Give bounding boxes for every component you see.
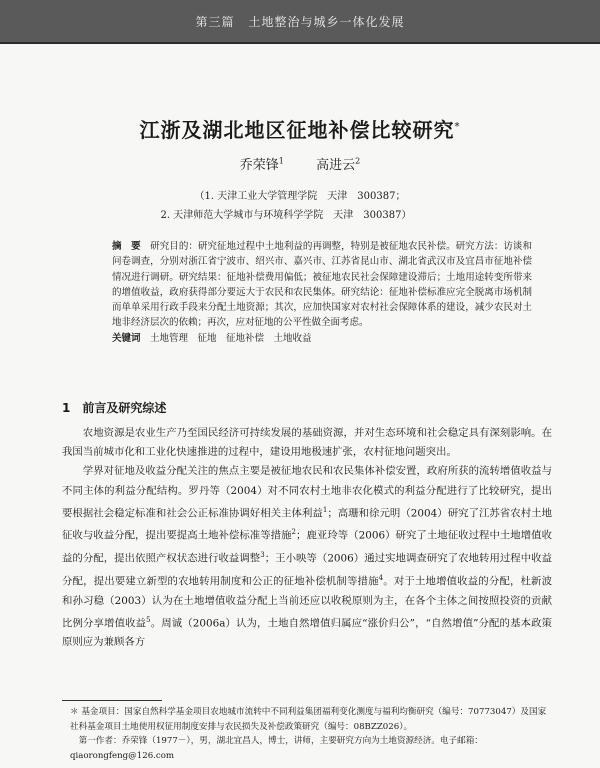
citation-ref: 2 [291, 528, 297, 537]
title-footnote-mark: * [454, 121, 461, 133]
affiliation-1: （1. 天津工业大学管理学院 天津 300387； [194, 191, 406, 202]
citation-ref: 1 [322, 505, 328, 514]
section-title: 前言及研究综述 [82, 401, 167, 415]
author-line [0, 154, 600, 173]
header-chapter: 第三篇 [195, 14, 235, 29]
abstract-text: 研究目的：研究征地过程中土地利益的再调整，特别是被征地农民补偿。研究方法：访谈和问卷调查，分别对浙江省宁波市、绍兴市、嘉兴市、江苏省昆山市、湖北省武汉市及宜昌市征地补偿情况进行调研。研究结果：征地补偿费用偏低；被征地农民社会保障建设滞后；土地用途转变所带来的增值收益，政府获得部分要远大于农民和农民集体。研究结论：征地补偿标准应完全脱离市场机制而单单采用行政手段来分配土地资源；其次，应加快国家对农村社会保障体系的建设，减少农民对土地非经济层次的依赖；再次，应对征地的公平性做全面考虑。 [112, 241, 532, 329]
section-heading [62, 399, 166, 416]
abstract-label: 摘 要 [112, 241, 141, 252]
author-name: 高进云 [316, 158, 356, 173]
section-number: 1 [62, 401, 71, 415]
keywords: 土地管理 征地 征地补偿 土地收益 [150, 332, 312, 344]
header-section: 土地整治与城乡一体化发展 [248, 14, 405, 29]
author-name: 乔荣锋 [239, 158, 279, 173]
author-sup: 2 [355, 156, 361, 166]
affiliation-2: 2. 天津师范大学城市与环境科学学院 天津 300387） [160, 210, 412, 221]
paragraph: 农地资源是农业生产乃至国民经济可持续发展的基础资源，并对生态环境和社会稳定具有深刻影响。在我国当前城市化和工业化快速推进的过程中，建设用地极速扩张，农村征地问题突出。 [62, 427, 552, 459]
footnote-author: 第一作者：乔荣锋（1977－），男，湖北宜昌人，博士，讲师，主要研究方向为土地资源经济。电子邮箱：qiaorongfeng@126.com [70, 736, 483, 761]
footnotes [70, 705, 548, 763]
paragraph: 学界对征地及收益分配关注的焦点主要是被征地农民和农民集体补偿安置，政府所获的流转增值收益与不同主体的利益分配结构。罗丹等（2004）对不同农村土地非农化模式的利益分配进行了比较研究，提出要根据社会稳定标准和社会公正标准协调好相关主体利益$^1$；高珊和徐元明（2004）研究了江苏省农村土地征收与收益分配，提出要提高土地补偿标准等措施$^2$；鹿亚玲等（2006）研究了土地征收过程中土地增值收益的分配，提出依照产权状态进行收益调整$^3$；王小映等（2006）通过实地调查研究了农地转用过程中收益分配，提出要建立新型的农地转用制度和公正的征地补偿机制等措施$^4$。对于土地增值收益的分配，杜新波和孙习稳（2003）认为在土地增值收益分配上当前还应以收税原则为主，在各个主体之间按照投资的贡献比例分享增值收益$^5$。周诚（2006a）认为，土地自然增值归属应“涨价归公”，“自然增值”分配的基本政策原则应为兼顾各方 [62, 465, 553, 649]
citation-ref: 4 [378, 573, 384, 582]
footnote-rule [62, 700, 162, 701]
abstract [112, 239, 532, 346]
body-text [62, 424, 552, 653]
header-rule [0, 42, 600, 44]
footnote-fund: ＊ 基金项目：国家自然科学基金项目农地城市流转中不同利益集团福利变化测度与福利均衡研究（编号：70773047）及国家社科基金项目土地使用权征用制度安排与农民损失及补偿政策研究（编号：08BZZ026）。 [70, 707, 547, 732]
paper-title: 江浙及湖北地区征地补偿比较研究* [139, 118, 461, 142]
keywords-label: 关键词 [112, 332, 141, 344]
author-sup: 1 [278, 156, 284, 166]
running-header [0, 0, 600, 42]
citation-ref: 5 [146, 615, 151, 624]
citation-ref: 3 [260, 551, 265, 560]
